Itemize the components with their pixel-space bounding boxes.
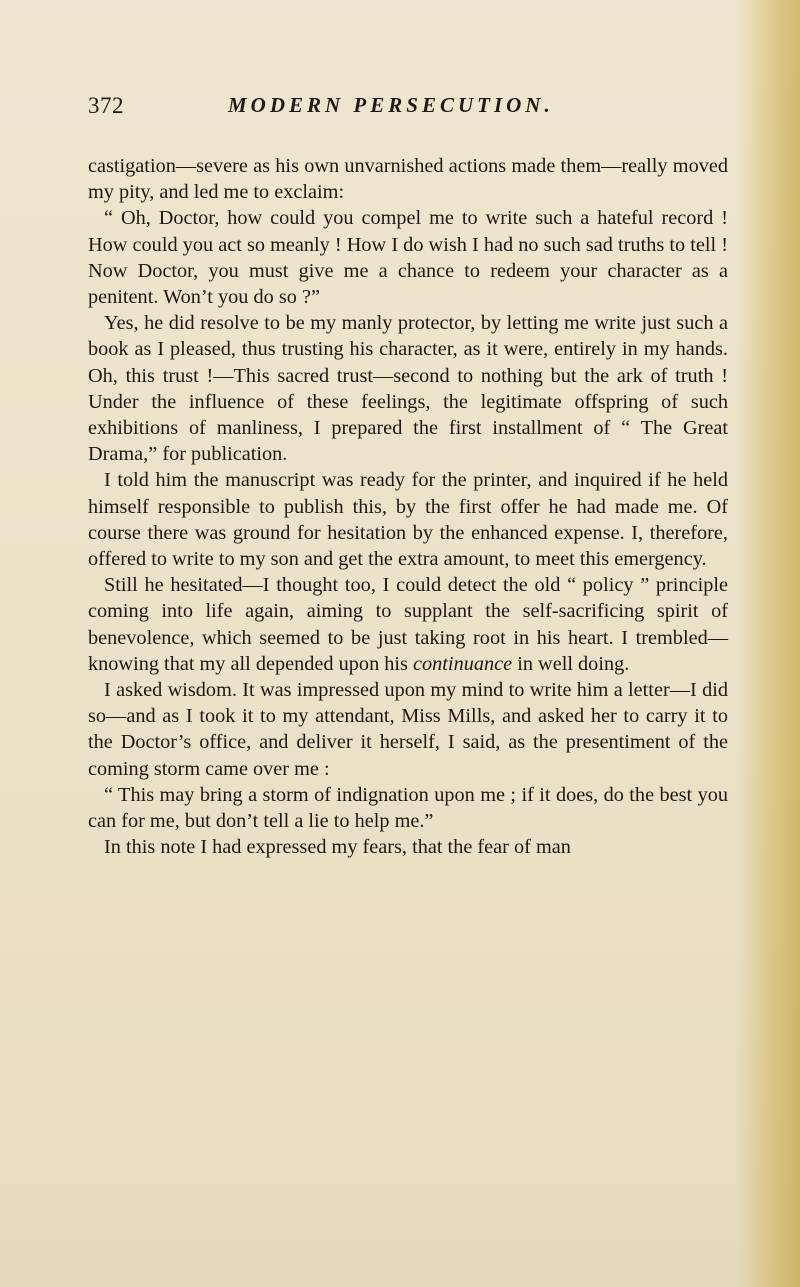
page-number: 372 <box>88 93 124 118</box>
paragraph-6: I asked wisdom. It was impressed upon my mind to write him a letter—I did so—and as I took it to my attendant, Miss Mills, and asked her to carry it to the Doctor’s office, and deliver it herself, I said, as the presentiment of the coming storm came over me : <box>88 679 728 780</box>
paragraph-3: Yes, he did resolve to be my manly protector, by letting me write just such a book as I pleased, thus trusting his character, as it were, entirely in my hands. Oh, this trust !—This sacred trust—second to nothing but the ark of truth ! Under the influence of these feelings, the legitimate offspring of such exhibitions of manliness, I prepared the first installment of “ The Great Drama,” for publication. <box>88 312 728 466</box>
paragraph-4: I told him the manuscript was ready for the printer, and inquired if he held himself responsible to publish this, by the first offer he had made me. Of course there was ground for hesitation by the enhanced expense. I, therefore, offered to write to my son and get the extra amount, to meet this emergency. <box>88 469 728 571</box>
paragraph-1: castigation—severe as his own unvarnished actions made them—really moved my pity, and led me to exclaim: <box>88 155 728 204</box>
running-title: MODERN PERSECUTION. <box>228 93 554 117</box>
body-text <box>88 153 728 860</box>
paragraph-8: In this note I had expressed my fears, that the fear of man <box>104 836 571 859</box>
paragraph-5-text-before: Still he hesitated—I thought too, I could detect the old “ policy ” principle coming into life again, aiming to supplant the self-sacrificing spirit of benevolence, which seemed to be just taking root in his heart. I trembled—knowing that my all depended upon his <box>88 574 728 675</box>
paragraph-5 <box>88 572 728 677</box>
running-head <box>88 93 728 129</box>
paragraph-5-text-after: in well doing. <box>512 652 630 675</box>
paragraph-5-emphasis: continuance <box>413 652 513 675</box>
paragraph-2: “ Oh, Doctor, how could you compel me to write such a hateful record ! How could you act so meanly ! How I do wish I had no such sad truths to tell ! Now Doctor, you must give me a chance to redeem your character as a penitent. Won’t you do so ?” <box>88 207 728 309</box>
paragraph-7: “ This may bring a storm of indignation upon me ; if it does, do the best you can for me, but don’t tell a lie to help me.” <box>88 783 728 833</box>
